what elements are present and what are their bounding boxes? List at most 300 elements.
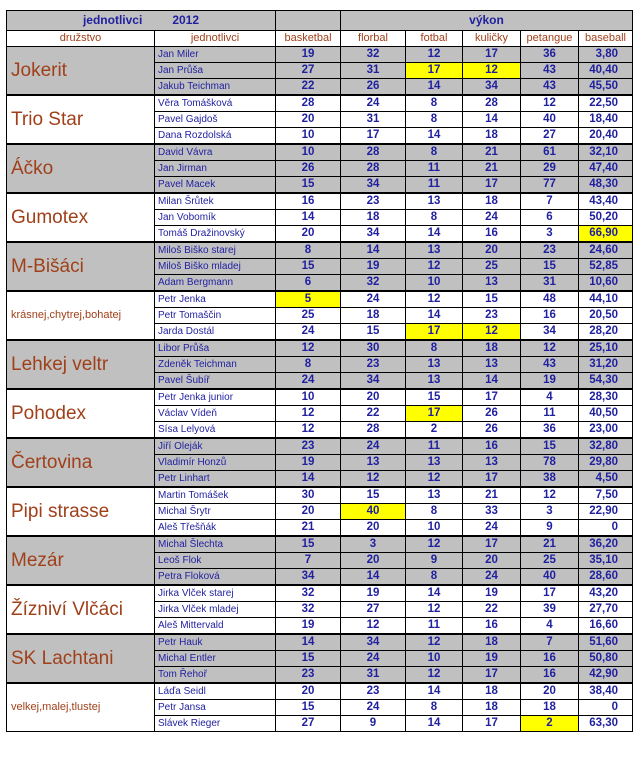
score-kulicky: 17 <box>463 471 521 488</box>
score-petangue: 78 <box>521 455 579 471</box>
score-fotbal: 17 <box>406 63 463 79</box>
results-table <box>6 10 633 732</box>
score-kulicky: 17 <box>463 536 521 553</box>
score-florbal: 32 <box>341 47 406 63</box>
player-name: Petr Linhart <box>155 471 276 488</box>
score-kulicky: 15 <box>463 291 521 308</box>
score-basketbal: 12 <box>276 340 341 357</box>
score-fotbal: 14 <box>406 585 463 602</box>
score-fotbal: 13 <box>406 357 463 373</box>
score-kulicky: 13 <box>463 357 521 373</box>
score-baseball: 28,20 <box>579 324 633 341</box>
score-basketbal: 15 <box>276 177 341 194</box>
score-petangue: 40 <box>521 112 579 128</box>
score-basketbal: 30 <box>276 487 341 504</box>
score-baseball: 22,90 <box>579 504 633 520</box>
score-baseball: 42,90 <box>579 667 633 684</box>
player-row <box>7 144 633 161</box>
score-basketbal: 10 <box>276 389 341 406</box>
score-fotbal: 2 <box>406 422 463 439</box>
score-baseball: 50,20 <box>579 210 633 226</box>
score-kulicky: 25 <box>463 259 521 275</box>
player-row <box>7 291 633 308</box>
score-florbal: 34 <box>341 177 406 194</box>
score-fotbal: 13 <box>406 193 463 210</box>
score-basketbal: 19 <box>276 47 341 63</box>
score-baseball: 20,40 <box>579 128 633 145</box>
player-name: Tomáš Dražinovský <box>155 226 276 243</box>
score-baseball: 32,80 <box>579 438 633 455</box>
score-baseball: 31,20 <box>579 357 633 373</box>
score-kulicky: 12 <box>463 63 521 79</box>
player-name: Libor Průša <box>155 340 276 357</box>
score-kulicky: 24 <box>463 210 521 226</box>
score-baseball: 7,50 <box>579 487 633 504</box>
player-name: Jirka Vlček starej <box>155 585 276 602</box>
player-name: Aleš Mittervald <box>155 618 276 635</box>
score-petangue: 29 <box>521 161 579 177</box>
score-petangue: 16 <box>521 651 579 667</box>
score-florbal: 26 <box>341 79 406 96</box>
score-fotbal: 12 <box>406 471 463 488</box>
score-kulicky: 17 <box>463 177 521 194</box>
score-basketbal: 15 <box>276 536 341 553</box>
score-petangue: 25 <box>521 553 579 569</box>
score-basketbal: 22 <box>276 79 341 96</box>
team-name: Pohodex <box>7 389 155 438</box>
score-petangue: 16 <box>521 308 579 324</box>
score-florbal: 20 <box>341 389 406 406</box>
score-baseball: 35,10 <box>579 553 633 569</box>
score-kulicky: 23 <box>463 308 521 324</box>
score-baseball: 10,60 <box>579 275 633 292</box>
score-baseball: 40,40 <box>579 63 633 79</box>
score-petangue: 15 <box>521 438 579 455</box>
score-fotbal: 8 <box>406 210 463 226</box>
score-petangue: 4 <box>521 389 579 406</box>
score-petangue: 31 <box>521 275 579 292</box>
player-name: Jirka Vlček mladej <box>155 602 276 618</box>
score-fotbal: 12 <box>406 536 463 553</box>
score-fotbal: 12 <box>406 291 463 308</box>
score-petangue: 34 <box>521 324 579 341</box>
score-baseball: 43,20 <box>579 585 633 602</box>
score-florbal: 31 <box>341 112 406 128</box>
score-baseball: 63,30 <box>579 716 633 732</box>
score-petangue: 6 <box>521 210 579 226</box>
score-basketbal: 7 <box>276 553 341 569</box>
score-basketbal: 26 <box>276 161 341 177</box>
score-basketbal: 8 <box>276 242 341 259</box>
score-petangue: 11 <box>521 406 579 422</box>
team-name: Gumotex <box>7 193 155 242</box>
score-florbal: 23 <box>341 683 406 700</box>
score-basketbal: 27 <box>276 716 341 732</box>
score-basketbal: 24 <box>276 373 341 390</box>
score-florbal: 20 <box>341 553 406 569</box>
player-name: Michal Entler <box>155 651 276 667</box>
team-name: velkej,malej,tlustej <box>7 683 155 732</box>
score-basketbal: 20 <box>276 112 341 128</box>
player-row <box>7 585 633 602</box>
score-fotbal: 9 <box>406 553 463 569</box>
player-name: Dana Rozdolská <box>155 128 276 145</box>
score-florbal: 9 <box>341 716 406 732</box>
score-fotbal: 15 <box>406 389 463 406</box>
score-petangue: 36 <box>521 422 579 439</box>
score-florbal: 24 <box>341 438 406 455</box>
score-basketbal: 34 <box>276 569 341 586</box>
player-name: Martin Tomášek <box>155 487 276 504</box>
score-fotbal: 8 <box>406 340 463 357</box>
score-basketbal: 19 <box>276 455 341 471</box>
team-name: Pipi strasse <box>7 487 155 536</box>
score-florbal: 28 <box>341 161 406 177</box>
score-basketbal: 15 <box>276 700 341 716</box>
score-fotbal: 8 <box>406 569 463 586</box>
player-name: Věra Tomášková <box>155 95 276 112</box>
score-kulicky: 19 <box>463 585 521 602</box>
score-kulicky: 12 <box>463 324 521 341</box>
score-kulicky: 17 <box>463 667 521 684</box>
discipline-header-basketbal: basketbal <box>276 31 341 47</box>
score-basketbal: 10 <box>276 144 341 161</box>
score-florbal: 32 <box>341 275 406 292</box>
score-petangue: 43 <box>521 63 579 79</box>
score-florbal: 15 <box>341 324 406 341</box>
score-baseball: 38,40 <box>579 683 633 700</box>
score-fotbal: 13 <box>406 455 463 471</box>
score-petangue: 40 <box>521 569 579 586</box>
team-name: Mezár <box>7 536 155 585</box>
player-name: Michal Šrytr <box>155 504 276 520</box>
player-name: Petr Tomaščin <box>155 308 276 324</box>
score-basketbal: 12 <box>276 422 341 439</box>
performance-header: výkon <box>341 11 633 31</box>
score-baseball: 32,10 <box>579 144 633 161</box>
player-name: Leoš Flok <box>155 553 276 569</box>
score-fotbal: 11 <box>406 618 463 635</box>
score-basketbal: 28 <box>276 95 341 112</box>
score-kulicky: 18 <box>463 193 521 210</box>
player-name: Jakub Teichman <box>155 79 276 96</box>
score-kulicky: 16 <box>463 618 521 635</box>
score-baseball: 29,80 <box>579 455 633 471</box>
score-kulicky: 24 <box>463 520 521 537</box>
score-baseball: 24,60 <box>579 242 633 259</box>
score-basketbal: 25 <box>276 308 341 324</box>
score-baseball: 25,10 <box>579 340 633 357</box>
score-kulicky: 17 <box>463 389 521 406</box>
score-florbal: 13 <box>341 455 406 471</box>
score-petangue: 16 <box>521 667 579 684</box>
team-name: M-Bišáci <box>7 242 155 291</box>
team-name: Áčko <box>7 144 155 193</box>
score-petangue: 3 <box>521 504 579 520</box>
score-petangue: 43 <box>521 357 579 373</box>
player-name: Milan Šrůtek <box>155 193 276 210</box>
player-row <box>7 683 633 700</box>
score-florbal: 14 <box>341 242 406 259</box>
player-name: Jan Jirman <box>155 161 276 177</box>
player-row <box>7 487 633 504</box>
score-florbal: 14 <box>341 569 406 586</box>
header-blank <box>276 11 341 31</box>
score-florbal: 15 <box>341 487 406 504</box>
score-petangue: 48 <box>521 291 579 308</box>
discipline-header-kulicky: kuličky <box>463 31 521 47</box>
player-row <box>7 242 633 259</box>
score-fotbal: 14 <box>406 128 463 145</box>
player-row <box>7 634 633 651</box>
score-petangue: 21 <box>521 536 579 553</box>
score-baseball: 22,50 <box>579 95 633 112</box>
score-kulicky: 21 <box>463 144 521 161</box>
score-fotbal: 8 <box>406 144 463 161</box>
score-florbal: 24 <box>341 700 406 716</box>
score-petangue: 4 <box>521 618 579 635</box>
player-name: Pavel Macek <box>155 177 276 194</box>
score-florbal: 18 <box>341 210 406 226</box>
score-basketbal: 20 <box>276 226 341 243</box>
score-petangue: 7 <box>521 634 579 651</box>
discipline-header-fotbal: fotbal <box>406 31 463 47</box>
score-fotbal: 13 <box>406 242 463 259</box>
score-petangue: 3 <box>521 226 579 243</box>
score-baseball: 44,10 <box>579 291 633 308</box>
score-fotbal: 10 <box>406 275 463 292</box>
score-petangue: 15 <box>521 259 579 275</box>
score-kulicky: 18 <box>463 340 521 357</box>
score-kulicky: 26 <box>463 406 521 422</box>
score-kulicky: 24 <box>463 569 521 586</box>
score-florbal: 22 <box>341 406 406 422</box>
score-fotbal: 11 <box>406 161 463 177</box>
score-kulicky: 20 <box>463 553 521 569</box>
score-florbal: 34 <box>341 634 406 651</box>
score-fotbal: 8 <box>406 112 463 128</box>
score-basketbal: 23 <box>276 667 341 684</box>
score-kulicky: 34 <box>463 79 521 96</box>
score-baseball: 23,00 <box>579 422 633 439</box>
player-name: Miloš Biško starej <box>155 242 276 259</box>
player-name: David Vávra <box>155 144 276 161</box>
player-name: Aleš Třešňák <box>155 520 276 537</box>
score-kulicky: 17 <box>463 716 521 732</box>
score-basketbal: 19 <box>276 618 341 635</box>
score-baseball: 54,30 <box>579 373 633 390</box>
score-kulicky: 21 <box>463 487 521 504</box>
score-basketbal: 14 <box>276 471 341 488</box>
score-baseball: 27,70 <box>579 602 633 618</box>
score-petangue: 39 <box>521 602 579 618</box>
score-fotbal: 10 <box>406 520 463 537</box>
score-basketbal: 32 <box>276 602 341 618</box>
score-baseball: 51,60 <box>579 634 633 651</box>
team-column-header: družstvo <box>7 31 155 47</box>
score-baseball: 66,90 <box>579 226 633 243</box>
score-basketbal: 5 <box>276 291 341 308</box>
score-baseball: 47,40 <box>579 161 633 177</box>
score-florbal: 34 <box>341 226 406 243</box>
player-name: Petr Jansa <box>155 700 276 716</box>
player-name: Michal Šlechta <box>155 536 276 553</box>
team-name: SK Lachtani <box>7 634 155 683</box>
player-row <box>7 47 633 63</box>
player-row <box>7 340 633 357</box>
score-basketbal: 21 <box>276 520 341 537</box>
player-name: Jan Průša <box>155 63 276 79</box>
score-basketbal: 20 <box>276 504 341 520</box>
table-title <box>7 11 276 31</box>
score-fotbal: 12 <box>406 634 463 651</box>
team-name: krásnej,chytrej,bohatej <box>7 291 155 340</box>
score-fotbal: 11 <box>406 177 463 194</box>
score-fotbal: 8 <box>406 700 463 716</box>
score-basketbal: 24 <box>276 324 341 341</box>
score-florbal: 18 <box>341 308 406 324</box>
score-kulicky: 18 <box>463 128 521 145</box>
player-name: Vladimír Honzů <box>155 455 276 471</box>
score-fotbal: 13 <box>406 487 463 504</box>
score-basketbal: 8 <box>276 357 341 373</box>
score-kulicky: 28 <box>463 95 521 112</box>
score-basketbal: 6 <box>276 275 341 292</box>
player-name: Jarda Dostál <box>155 324 276 341</box>
score-florbal: 20 <box>341 520 406 537</box>
score-petangue: 2 <box>521 716 579 732</box>
score-baseball: 48,30 <box>579 177 633 194</box>
score-florbal: 19 <box>341 585 406 602</box>
score-kulicky: 14 <box>463 373 521 390</box>
score-florbal: 17 <box>341 128 406 145</box>
score-baseball: 45,50 <box>579 79 633 96</box>
score-fotbal: 8 <box>406 95 463 112</box>
score-florbal: 31 <box>341 667 406 684</box>
score-baseball: 3,80 <box>579 47 633 63</box>
player-name: Václav Vídeň <box>155 406 276 422</box>
score-kulicky: 20 <box>463 242 521 259</box>
score-baseball: 0 <box>579 520 633 537</box>
player-name: Petr Jenka junior <box>155 389 276 406</box>
player-name: Pavel Gajdoš <box>155 112 276 128</box>
score-florbal: 12 <box>341 618 406 635</box>
player-row <box>7 389 633 406</box>
score-basketbal: 14 <box>276 210 341 226</box>
score-baseball: 18,40 <box>579 112 633 128</box>
score-petangue: 20 <box>521 683 579 700</box>
score-basketbal: 12 <box>276 406 341 422</box>
score-kulicky: 14 <box>463 112 521 128</box>
score-fotbal: 17 <box>406 406 463 422</box>
score-fotbal: 14 <box>406 79 463 96</box>
score-petangue: 17 <box>521 585 579 602</box>
score-florbal: 34 <box>341 373 406 390</box>
score-basketbal: 16 <box>276 193 341 210</box>
score-baseball: 52,85 <box>579 259 633 275</box>
score-basketbal: 14 <box>276 634 341 651</box>
score-baseball: 36,20 <box>579 536 633 553</box>
score-petangue: 61 <box>521 144 579 161</box>
score-kulicky: 18 <box>463 634 521 651</box>
score-baseball: 40,50 <box>579 406 633 422</box>
score-fotbal: 11 <box>406 438 463 455</box>
score-basketbal: 20 <box>276 683 341 700</box>
player-name: Zdeněk Teichman <box>155 357 276 373</box>
discipline-header-florbal: florbal <box>341 31 406 47</box>
score-baseball: 0 <box>579 700 633 716</box>
score-fotbal: 12 <box>406 47 463 63</box>
player-name: Adam Bergmann <box>155 275 276 292</box>
player-name: Jiří Oleják <box>155 438 276 455</box>
score-florbal: 27 <box>341 602 406 618</box>
score-kulicky: 13 <box>463 455 521 471</box>
player-name: Petr Jenka <box>155 291 276 308</box>
score-kulicky: 16 <box>463 438 521 455</box>
score-petangue: 19 <box>521 373 579 390</box>
score-fotbal: 14 <box>406 308 463 324</box>
player-name: Láďa Seidl <box>155 683 276 700</box>
score-petangue: 18 <box>521 700 579 716</box>
score-petangue: 12 <box>521 340 579 357</box>
score-petangue: 12 <box>521 95 579 112</box>
score-baseball: 20,50 <box>579 308 633 324</box>
score-basketbal: 32 <box>276 585 341 602</box>
score-kulicky: 22 <box>463 602 521 618</box>
score-fotbal: 14 <box>406 716 463 732</box>
title-year: 2012 <box>172 13 200 27</box>
score-kulicky: 26 <box>463 422 521 439</box>
score-petangue: 38 <box>521 471 579 488</box>
score-fotbal: 12 <box>406 259 463 275</box>
score-fotbal: 14 <box>406 683 463 700</box>
score-baseball: 43,40 <box>579 193 633 210</box>
score-kulicky: 13 <box>463 275 521 292</box>
score-basketbal: 23 <box>276 438 341 455</box>
score-kulicky: 17 <box>463 47 521 63</box>
score-petangue: 12 <box>521 487 579 504</box>
score-baseball: 16,60 <box>579 618 633 635</box>
discipline-header-petangue: petangue <box>521 31 579 47</box>
score-baseball: 4,50 <box>579 471 633 488</box>
score-basketbal: 15 <box>276 651 341 667</box>
score-petangue: 23 <box>521 242 579 259</box>
score-florbal: 23 <box>341 357 406 373</box>
score-florbal: 40 <box>341 504 406 520</box>
score-florbal: 24 <box>341 651 406 667</box>
team-name: Lehkej veltr <box>7 340 155 389</box>
player-row <box>7 536 633 553</box>
team-name: Čertovina <box>7 438 155 487</box>
player-row <box>7 193 633 210</box>
player-name: Jan Miler <box>155 47 276 63</box>
score-fotbal: 13 <box>406 373 463 390</box>
score-basketbal: 27 <box>276 63 341 79</box>
score-florbal: 28 <box>341 422 406 439</box>
score-petangue: 77 <box>521 177 579 194</box>
score-petangue: 36 <box>521 47 579 63</box>
player-name: Jan Vobomík <box>155 210 276 226</box>
score-fotbal: 14 <box>406 226 463 243</box>
score-florbal: 30 <box>341 340 406 357</box>
player-row <box>7 95 633 112</box>
score-baseball: 28,30 <box>579 389 633 406</box>
player-name: Sísa Lelyová <box>155 422 276 439</box>
score-kulicky: 18 <box>463 700 521 716</box>
score-baseball: 50,80 <box>579 651 633 667</box>
player-name: Tom Řehoř <box>155 667 276 684</box>
score-florbal: 12 <box>341 471 406 488</box>
